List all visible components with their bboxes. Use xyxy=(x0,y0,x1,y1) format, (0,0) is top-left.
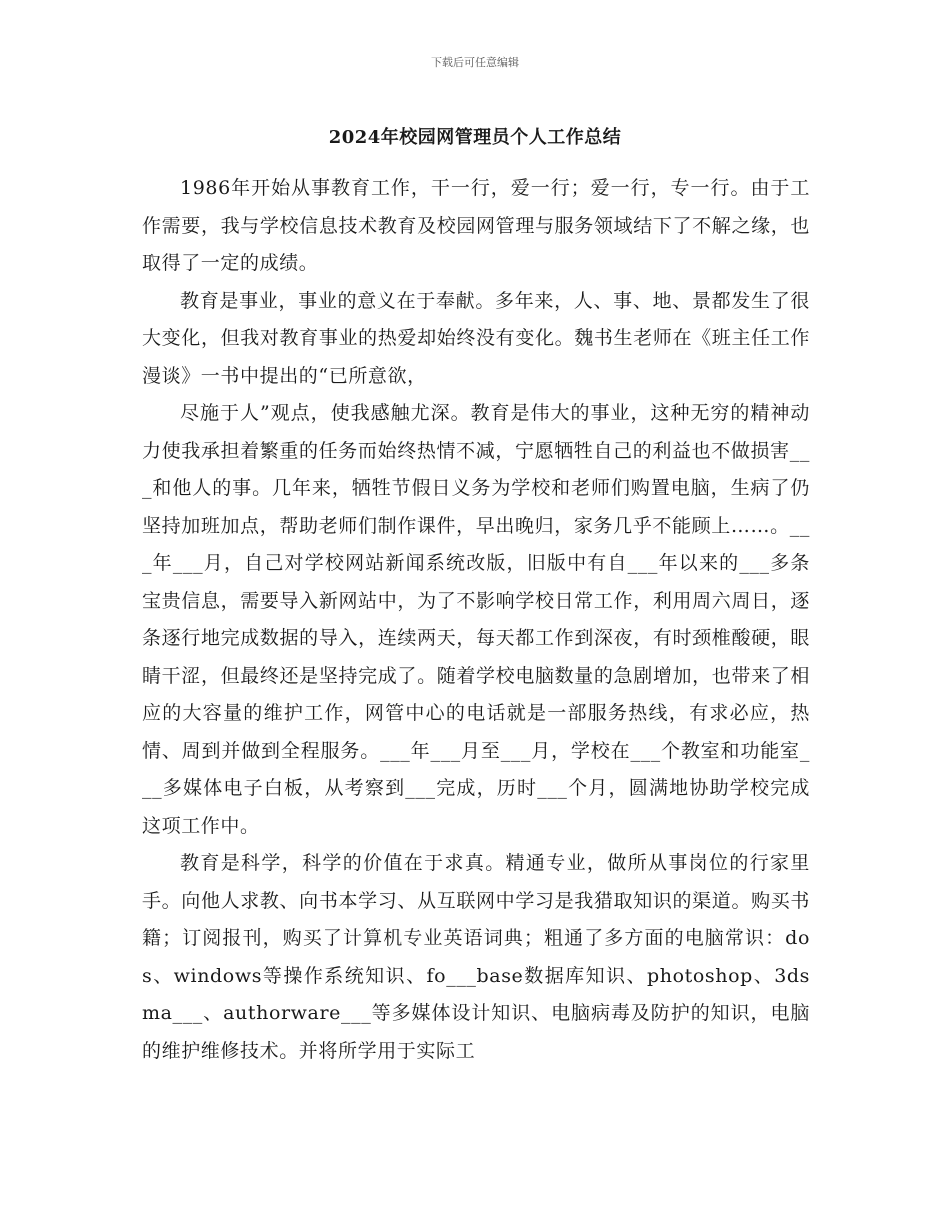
document-title: 2024年校园网管理员个人工作总结 xyxy=(328,127,622,148)
paragraph-1: 1986年开始从事教育工作，干一行，爱一行；爱一行，专一行。由于工作需要，我与学校信息技术教育及校园网管理与服务领域结下了不解之缘，也取得了一定的成绩。 xyxy=(142,177,810,274)
paragraph-3: 尽施于人”观点，使我感触尤深。教育是伟大的事业，这种无穷的精神动力使我承担着繁重的任务而始终热情不减，宁愿牺牲自己的利益也不做损害___和他人的事。几年来，牺牲节假日义务为学校和老师们购置电脑，生病了仍坚持加班加点，帮助老师们制作课件，早出晚归，家务几乎不能顾上……。___年___月，自己对学校网站新闻系统改版，旧版中有自___年以来的___多条宝贵信息，需要导入新网站中，为了不影响学校日常工作，利用周六周日，逐条逐行地完成数据的导入，连续两天，每天都工作到深夜，有时颈椎酸硬，眼睛干涩，但最终还是坚持完成了。随着学校电脑数量的急剧增加，也带来了相应的大容量的维护工作，网管中心的电话就是一部服务热线，有求必应，热情、周到并做到全程服务。___年___月至___月，学校在___个教室和功能室___多媒体电子白板，从考察到___完成，历时___个月，圆满地协助学校完成这项工作中。 xyxy=(142,402,810,837)
header-note: 下载后可任意编辑 xyxy=(431,56,519,69)
document-body xyxy=(142,170,810,1070)
paragraph-4: 教育是科学，科学的价值在于求真。精通专业，做所从事岗位的行家里手。向他人求教、向书本学习、从互联网中学习是我猎取知识的渠道。购买书籍；订阅报刊，购买了计算机专业英语词典；粗通了多方面的电脑常识：dos、windows等操作系统知识、fo___base数据库知识、photoshop、3dsma___、authorware___等多媒体设计知识、电脑病毒及防护的知识，电脑的维护维修技术。并将所学用于实际工 xyxy=(142,852,810,1062)
paragraph-2: 教育是事业，事业的意义在于奉献。多年来，人、事、地、景都发生了很大变化，但我对教育事业的热爱却始终没有变化。魏书生老师在《班主任工作漫谈》一书中提出的“已所意欲， xyxy=(142,289,810,387)
